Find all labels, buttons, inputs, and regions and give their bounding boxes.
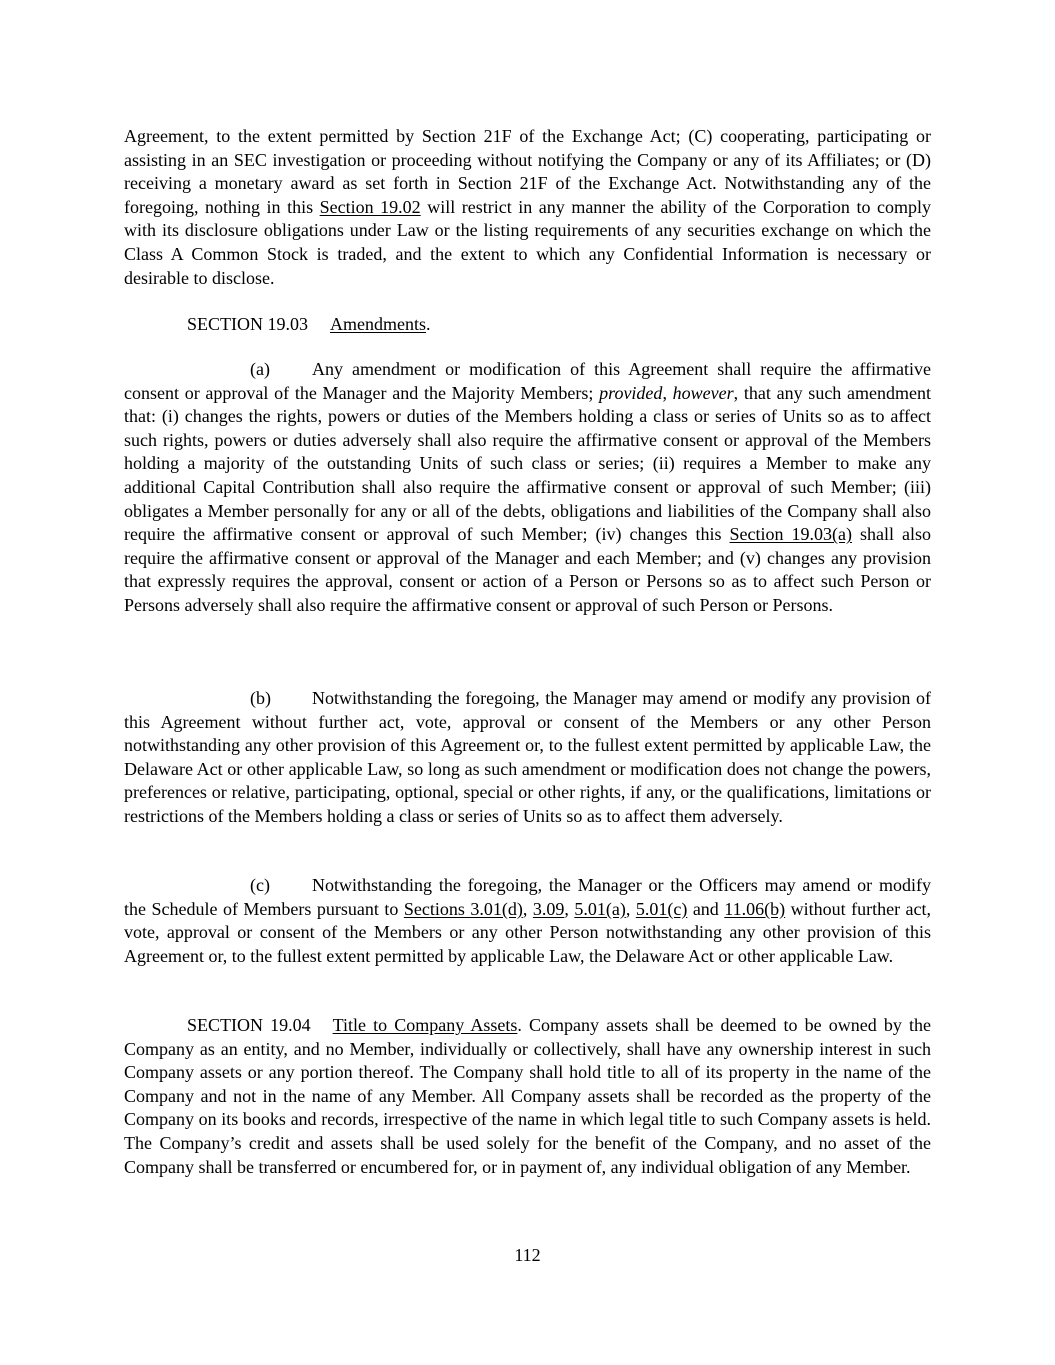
section-title: Amendments <box>330 314 426 334</box>
section-reference: Sections 3.01(d) <box>403 898 523 919</box>
subsection-label: (b) <box>250 688 271 708</box>
paragraph-text: without further act, vote, approval or consent of the Members or any other Person notwithstanding any other provision of this Agreement or, to the fullest extent permitted by applicable Law, the Delaware Act or other applicable Law. <box>124 898 932 966</box>
section-reference: 11.06(b) <box>724 898 786 919</box>
section-reference-19-02: Section 19.02 <box>319 196 421 217</box>
section-title: Title to Company Assets <box>332 1015 518 1035</box>
paragraph-text: , that any such amendment that: (i) changes the rights, powers or duties of the Members holding a class or series of Units so as to affect such rights, powers or duties adversely shall also require the affirmative consent or approval of the Members holding a majority of the outstanding Units of such class or series; (ii) requires a Member to make any additional Capital Contribution shall also require the affirmative consent or approval of such Member; (iii) obligates a Member personally for any or all of the debts, obligations and liabilities of the Company shall also require the affirmative consent or approval of such Member; (iv) changes this <box>124 382 932 545</box>
paragraph-text: Notwithstanding the foregoing, the Manager or the Officers may amend or modify the Schedule of Members pursuant to <box>124 875 931 919</box>
section-number: SECTION 19.03 <box>187 314 308 334</box>
section-reference: 5.01(c) <box>635 898 688 919</box>
section-19-03-heading: SECTION 19.03 Amendments. <box>187 314 431 334</box>
paragraph-text: will restrict in any manner the ability of the Corporation to comply with its disclosure obligations under Law or the listing requirements of any securities exchange on which the Class A Common Stock is traded, and the extent to which any Confidential Information is necessary or desirable to disclose. <box>124 196 931 288</box>
paragraph-text: shall also require the affirmative consent or approval of the Manager and each Member; and (v) changes any provision that expressly requires the approval, consent or action of a Person or Persons so as to affect such Person or Persons adversely shall also require the affirmative consent or approval of such Person or Persons. <box>124 524 931 615</box>
section-reference: 5.01(a) <box>574 898 626 919</box>
paragraph-text: Agreement, to the extent permitted by Section 21F of the Exchange Act; (C) cooperating, participating or assisting in an SEC investigation or proceeding without notifying the Company or any of its Affiliates; or (D) receiving a monetary award as set forth in Section 21F of the Exchange Act. Notwithstanding any of the foregoing, nothing in this <box>124 126 931 217</box>
page-number: 112 <box>514 1245 541 1265</box>
subsection-b <box>124 687 931 829</box>
subsection-label: (c) <box>250 875 270 895</box>
paragraph-text: . Company assets shall be deemed to be owned by the Company as an entity, and no Member, individually or collectively, shall have any ownership interest in such Company assets or any portion thereof. The Company shall hold title to all of its property in the name of the Company and not in the name of any Member. All Company assets shall be recorded as the property of the Company on its books and records, irrespective of the name in which legal title to such Company assets is held. The Company’s credit and assets shall be used solely for the benefit of the Company, and no asset of the Company shall be transferred or encumbered for, or in payment of, any individual obligation of any Member. <box>124 1015 931 1177</box>
paragraph-continuation <box>124 125 931 290</box>
section-number: SECTION 19.04 <box>187 1015 311 1035</box>
section-reference: 3.09 <box>532 898 565 919</box>
section-19-04 <box>124 1014 931 1179</box>
section-reference-19-03a: Section 19.03(a) <box>729 524 852 545</box>
paragraph-text: Notwithstanding the foregoing, the Manager may amend or modify any provision of this Agreement without further act, vote, approval or consent of the Members or any other Person notwithstanding any other provision of this Agreement or, to the fullest extent permitted by applicable Law, the Delaware Act or other applicable Law, so long as such amendment or modification does not change the powers, preferences or relative, participating, optional, special or other rights, if any, or the qualifications, limitations or restrictions of the Members holding a class or series of Units so as to affect them adversely. <box>124 688 931 826</box>
subsection-label: (a) <box>250 359 270 379</box>
subsection-c: (c) Notwithstanding the foregoing, the Manager or the Officers may amend or modify the Schedule of Members pursuant to Sections 3.01(d), 3.09, 5.01(a), 5.01(c) and 11.06(b) without further act, vote, approval or consent of the Members or any other Person notwithstanding any other provision of this Agreement or, to the fullest extent permitted by applicable Law, the Delaware Act or other applicable Law. <box>124 875 932 966</box>
paragraph-text: Any amendment or modification of this Agreement shall require the affirmative consent or approval of the Manager and the Majority Members; <box>124 359 931 403</box>
subsection-a: (a) Any amendment or modification of this Agreement shall require the affirmative consent or approval of the Manager and the Majority Members; provided, however, that any such amendment that: (i) changes the rights, powers or duties of the Members holding a class or series of Units so as to affect such rights, powers or duties adversely shall also require the affirmative consent or approval of the Members holding a majority of the outstanding Units of such class or series; (ii) requires a Member to make any additional Capital Contribution shall also require the affirmative consent or approval of such Member; (iii) obligates a Member personally for any or all of the debts, obligations and liabilities of the Company shall also require the affirmative consent or approval of such Member; (iv) changes this Section 19.03(a) shall also require the affirmative consent or approval of the Manager and each Member; and (v) changes any provision that expressly requires the approval, consent or action of a Person or Persons so as to affect such Person or Persons adversely shall also require the affirmative consent or approval of such Person or Persons. <box>124 359 932 615</box>
